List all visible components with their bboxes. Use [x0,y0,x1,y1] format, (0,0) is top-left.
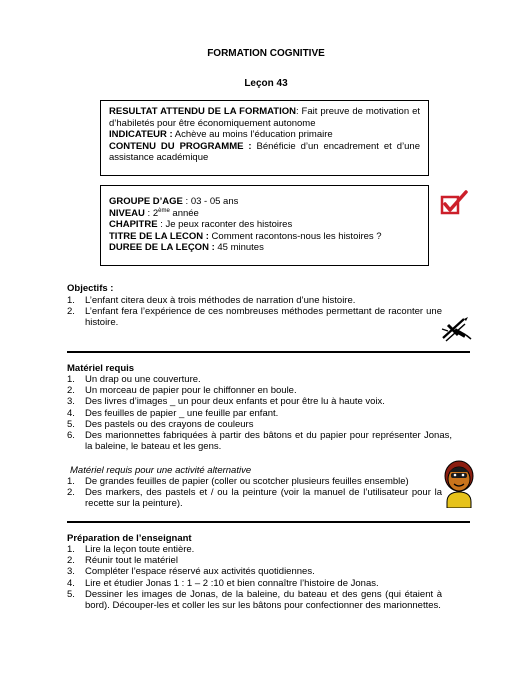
indicateur-text: Achève au moins l’éducation primaire [172,129,333,140]
training-outcome-box [100,100,429,176]
niveau-sup: ème [158,207,170,214]
section-divider [67,521,470,523]
materiel-list [67,374,452,452]
list-item: 2. Réunir tout le matériel [67,555,178,567]
lesson-number: Leçon 43 [244,78,288,89]
list-item: 3. Des livres d’images _ un pour deux enfants et pour être lu à haute voix. [67,396,385,408]
list-item: 6. Des marionnettes fabriquées à partir des bâtons et du papier pour représenter Jonas, la baleine, le bateau et les gens. [67,430,452,453]
list-item: 4. Des feuilles de papier _ une feuille par enfant. [67,407,279,419]
resultat-label: RESULTAT ATTENDU DE LA FORMATION [109,106,296,117]
child-face-icon [441,458,477,508]
lesson-info-box [100,185,429,266]
list-item: 1. Lire la leçon toute entière. [67,544,195,555]
duree-text: 45 minutes [214,242,264,253]
niveau-text-pre: : 2 [144,207,159,219]
contenu-text: Bénéficie d’un encadrement et d’une assistance académique [109,140,420,163]
list-item: 2. Un morceau de papier pour le chiffonner en boule. [67,385,297,397]
titre-label: TITRE DE LA LECON : [109,230,209,242]
chapitre-label: CHAPITRE [109,219,158,230]
list-item: 1. Un drap ou une couverture. [67,374,201,385]
groupe-text: : 03 - 05 ans [182,196,239,207]
objectifs-heading: Objectifs : [67,283,114,294]
resultat-text: : Fait preuve de motivation et d’habiletés pour être économiquement autonome [109,106,420,129]
niveau-text-post: année [169,207,199,219]
list-item: 2. Des markers, des pastels et / ou la peinture (voir la manuel de l’utilisateur pour la recette sur la peinture). [67,487,442,510]
contenu-label: CONTENU DU PROGRAMME : [109,140,252,152]
duree-label: DUREE DE LA LEÇON : [109,242,215,253]
chapitre-text: : Je peux raconter des histoires [157,219,293,230]
list-item: 1. De grandes feuilles de papier (coller ou scotcher plusieurs feuilles ensemble) [67,476,409,487]
list-item: 1. L’enfant citera deux à trois méthodes de narration d’une histoire. [67,295,356,306]
niveau-label: NIVEAU [109,207,145,219]
document-title: FORMATION COGNITIVE [207,48,325,59]
list-item: 3. Compléter l’espace réservé aux activités quotidiennes. [67,566,315,578]
list-item: 5. Dessiner les images de Jonas, de la baleine, du bateau et des gens (qui étaient à bord). Découper-les et coller les sur les bâtons pour confectionner des marionnettes. [67,588,442,612]
titre-text: Comment racontons-nous les histoires ? [208,230,382,242]
objectifs-list [67,295,442,329]
materiel-heading: Matériel requis [67,363,135,374]
list-item: 4. Lire et étudier Jonas 1 : 1 – 2 :10 et bien connaître l’histoire de Jonas. [67,577,379,589]
section-divider [67,351,470,353]
list-item: 2. L’enfant fera l’expérience de ces nombreuses méthodes permettant de raconter une histoire. [67,306,442,329]
indicateur-label: INDICATEUR : [109,129,173,140]
pencil-tools-icon [440,315,472,343]
alternatif-heading: Matériel requis pour une activité alternative [70,465,252,476]
groupe-label: GROUPE D’AGE [109,196,183,207]
preparation-list [67,544,442,611]
checkbox-check-icon [440,190,468,216]
preparation-heading: Préparation de l’enseignant [67,533,192,544]
alternatif-list [67,476,442,510]
list-item: 5. Des pastels ou des crayons de couleurs [67,418,254,430]
